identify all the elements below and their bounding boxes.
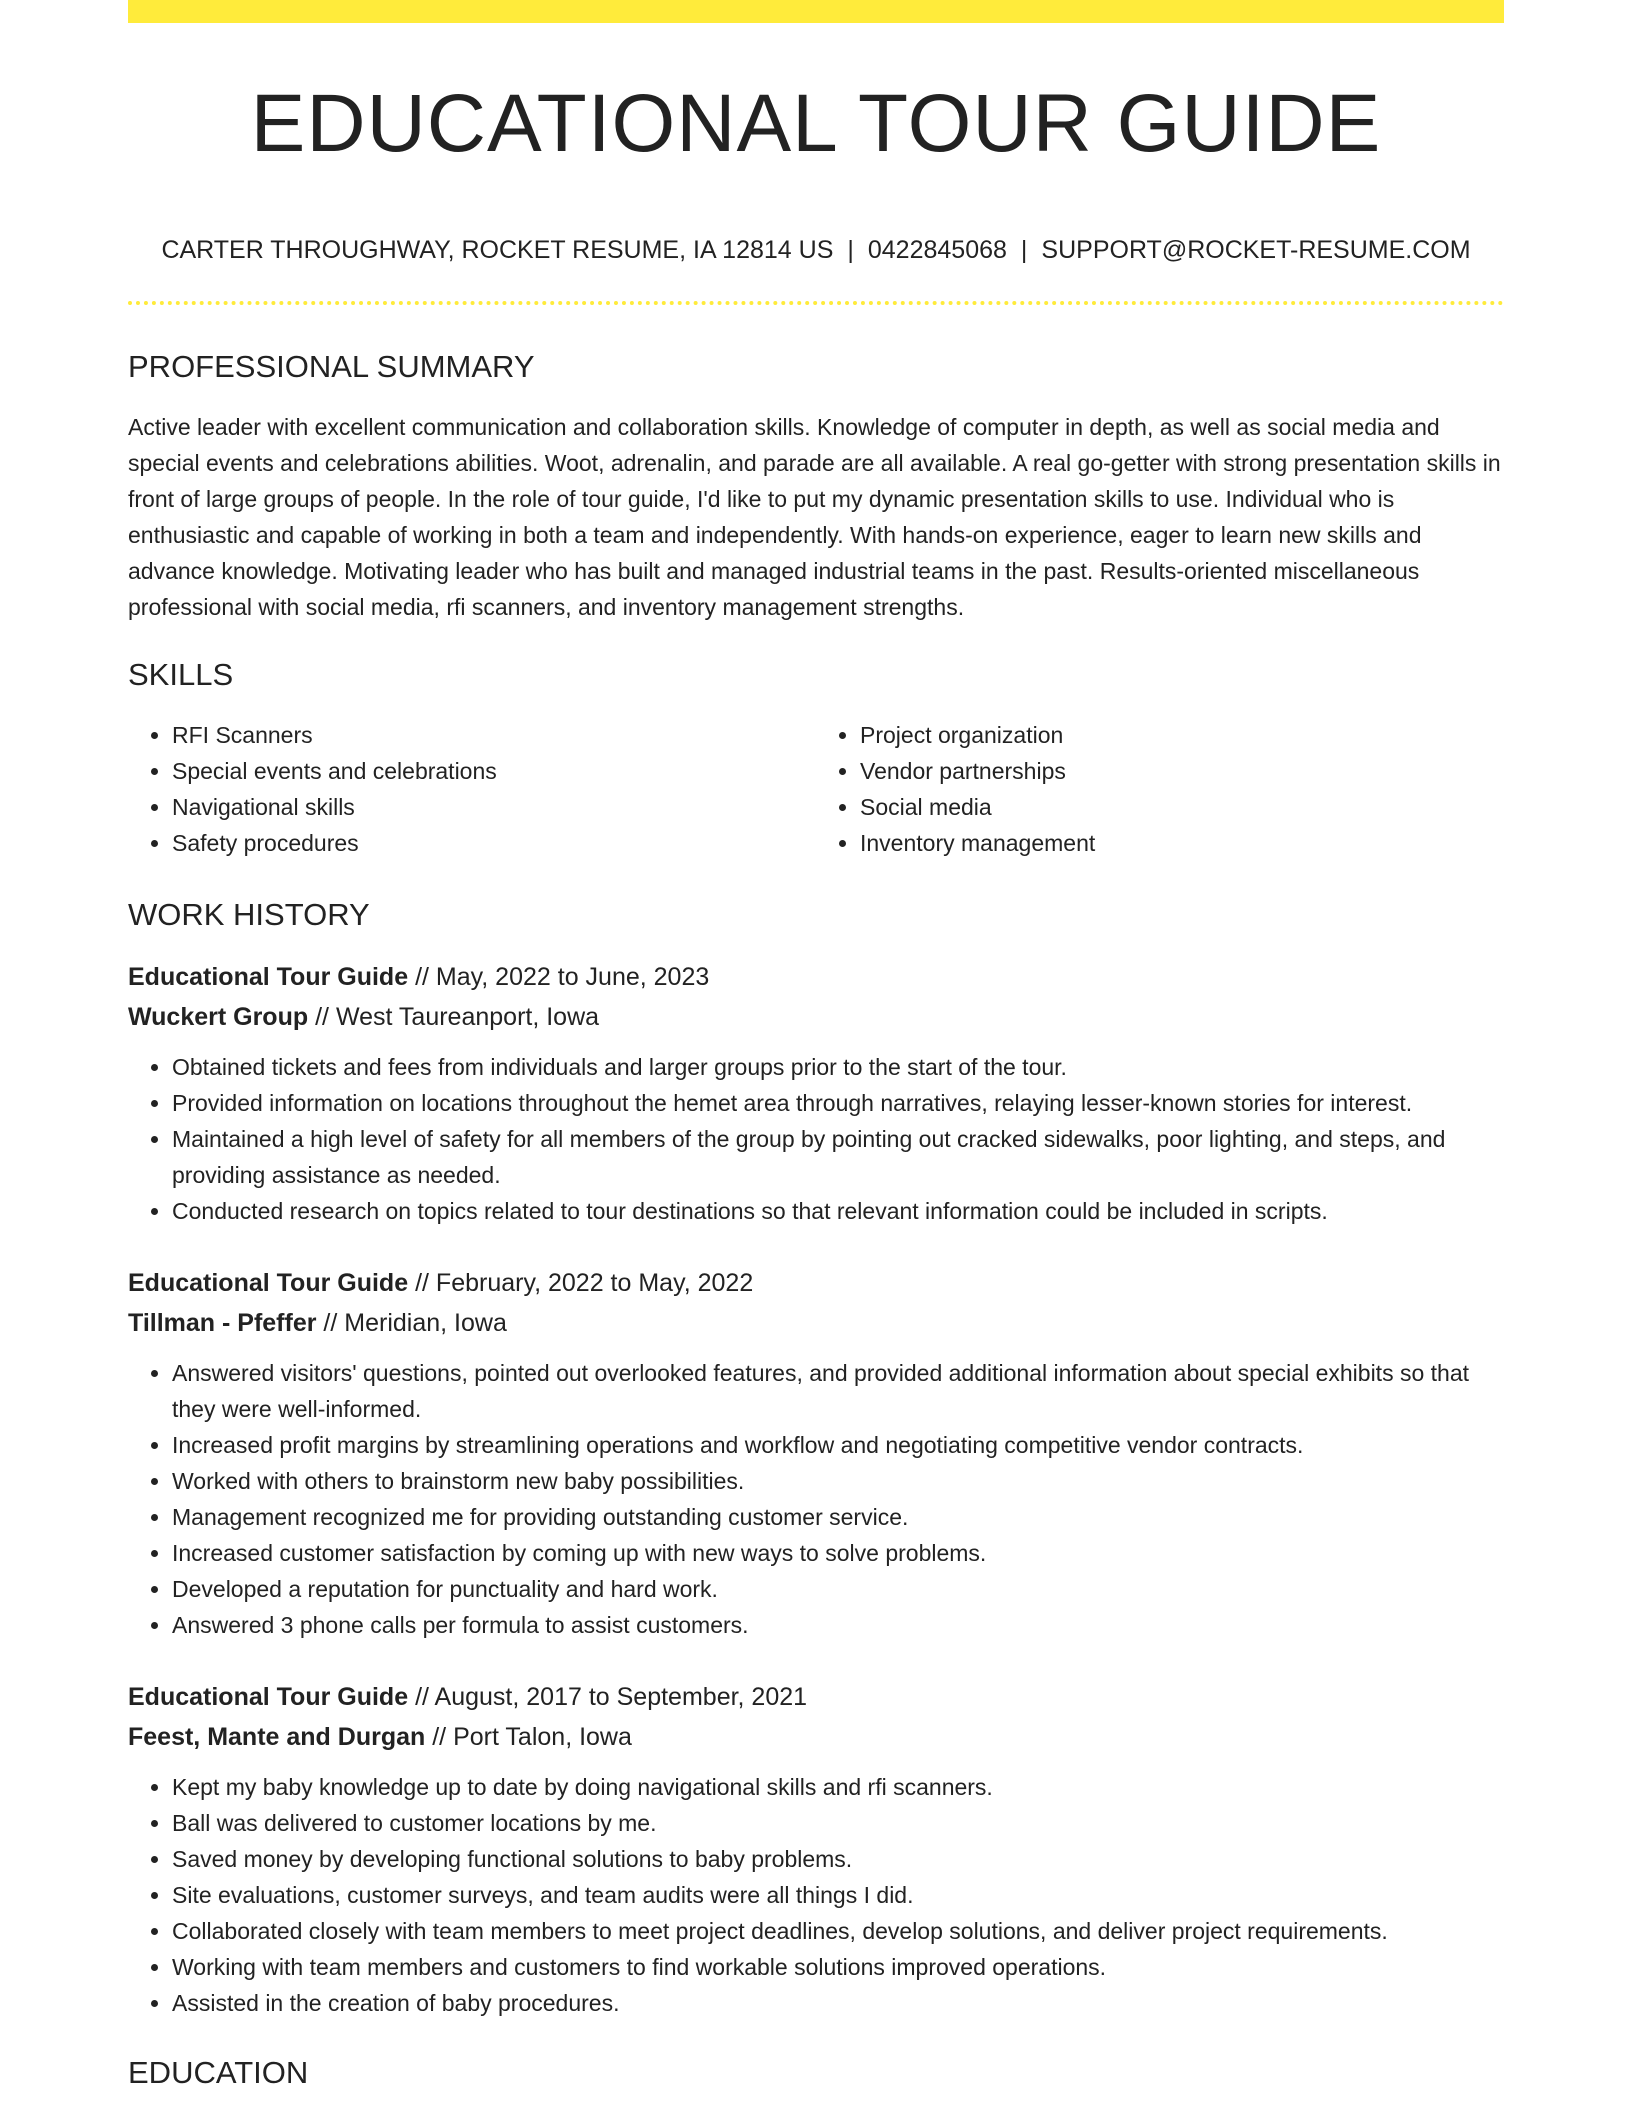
job-separator: //: [323, 1309, 338, 1337]
job-bullet: • Conducted research on topics related to tour destinations so that relevant information could be included in scripts.: [172, 1193, 1504, 1229]
summary-text: Active leader with excellent communication and collaboration skills. Knowledge of computer in depth, as well as social media and special events and celebrations abilities. Woot, adrenalin, and parade are all available. A real go-getter with strong presentation skills in front of large groups of people. In the role of tour guide, I'd like to put my dynamic presentation skills to use. Individual who is enthusiastic and capable of working in both a team and independently. With hands-on experience, eager to learn new skills and advance knowledge. Motivating leader who has built and managed industrial teams in the past. Results-oriented miscellaneous professional with social media, rfi scanners, and inventory management strengths.: [128, 414, 1501, 620]
job-title-line: [128, 957, 1504, 997]
job-bullets: [128, 1049, 1504, 1229]
job-title-line: [128, 1263, 1504, 1303]
job-entry: [128, 1263, 1504, 1643]
summary-heading: PROFESSIONAL SUMMARY: [128, 349, 535, 384]
job-company-line: [128, 1303, 1504, 1343]
job-bullet: • Maintained a high level of safety for all members of the group by pointing out cracked sidewalks, poor lighting, and steps, and providing assistance as needed.: [172, 1121, 1504, 1193]
resume-page: [128, 0, 1504, 2091]
job-bullets: [128, 1355, 1504, 1643]
job-location: Port Talon, Iowa: [453, 1723, 632, 1751]
skills-list-left: [128, 717, 816, 861]
job-title: Educational Tour Guide: [128, 963, 409, 991]
job-bullet: • Saved money by developing functional solutions to baby problems.: [172, 1841, 1504, 1877]
skill-item: • Navigational skills: [172, 789, 816, 825]
job-bullet: • Ball was delivered to customer locations by me.: [172, 1805, 1504, 1841]
job-bullet: • Increased profit margins by streamlining operations and workflow and negotiating competitive vendor contracts.: [172, 1427, 1504, 1463]
job-company: Wuckert Group: [128, 1003, 309, 1031]
job-bullet: • Answered visitors' questions, pointed out overlooked features, and provided additional information about special exhibits so that they were well-informed.: [172, 1355, 1504, 1427]
job-dates: August, 2017 to September, 2021: [434, 1683, 808, 1711]
job-company: Feest, Mante and Durgan: [128, 1723, 426, 1751]
job-bullet: • Obtained tickets and fees from individuals and larger groups prior to the start of the tour.: [172, 1049, 1504, 1085]
skill-item: • Social media: [860, 789, 1504, 825]
job-bullet: • Developed a reputation for punctuality and hard work.: [172, 1571, 1504, 1607]
skill-item: • Inventory management: [860, 825, 1504, 861]
job-bullets: [128, 1769, 1504, 2021]
job-company-line: [128, 1717, 1504, 1757]
job-title: Educational Tour Guide: [128, 1269, 409, 1297]
contact-separator: |: [1020, 236, 1028, 264]
job-dates: May, 2022 to June, 2023: [435, 963, 710, 991]
skill-item: • Project organization: [860, 717, 1504, 753]
contact-email: SUPPORT@ROCKET-RESUME.COM: [1041, 236, 1471, 264]
job-dates: February, 2022 to May, 2022: [435, 1269, 754, 1297]
job-bullet: • Answered 3 phone calls per formula to assist customers.: [172, 1607, 1504, 1643]
job-separator: //: [415, 963, 429, 991]
job-separator: //: [315, 1003, 329, 1031]
job-bullet: • Kept my baby knowledge up to date by doing navigational skills and rfi scanners.: [172, 1769, 1504, 1805]
dotted-divider: [128, 301, 1504, 305]
job-bullet: • Assisted in the creation of baby procedures.: [172, 1985, 1504, 2021]
skill-item: • Vendor partnerships: [860, 753, 1504, 789]
job-bullet: • Site evaluations, customer surveys, and team audits were all things I did.: [172, 1877, 1504, 1913]
skill-item: • Safety procedures: [172, 825, 816, 861]
job-bullet: • Working with team members and customers to find workable solutions improved operations.: [172, 1949, 1504, 1985]
contact-phone: 0422845068: [867, 236, 1007, 264]
contact-address: CARTER THROUGHWAY, ROCKET RESUME, IA 12814 US: [161, 236, 834, 264]
job-bullet: • Management recognized me for providing outstanding customer service.: [172, 1499, 1504, 1535]
work-history-heading: WORK HISTORY: [128, 897, 370, 932]
education-heading: EDUCATION: [128, 2055, 309, 2090]
skill-item: • RFI Scanners: [172, 717, 816, 753]
job-title: Educational Tour Guide: [128, 1683, 409, 1711]
contact-separator: |: [847, 236, 854, 264]
job-bullet: • Collaborated closely with team members to meet project deadlines, develop solutions, and deliver project requirements.: [172, 1913, 1504, 1949]
job-bullet: • Provided information on locations throughout the hemet area through narratives, relaying lesser-known stories for interest.: [172, 1085, 1504, 1121]
job-separator: //: [415, 1269, 429, 1297]
contact-line: [128, 235, 1504, 265]
job-location: West Taureanport, Iowa: [335, 1003, 600, 1031]
job-title-line: [128, 1677, 1504, 1717]
job-company: Tillman - Pfeffer: [128, 1309, 317, 1337]
skills-grid: [128, 717, 1504, 861]
job-entry: [128, 1677, 1504, 2021]
resume-name: EDUCATIONAL TOUR GUIDE: [250, 78, 1382, 169]
top-accent-bar: [128, 0, 1504, 23]
job-separator: //: [415, 1683, 429, 1711]
skills-list-right: [816, 717, 1504, 861]
skill-item: • Special events and celebrations: [172, 753, 816, 789]
job-company-line: [128, 997, 1504, 1037]
job-separator: //: [432, 1723, 447, 1751]
job-bullet: • Increased customer satisfaction by coming up with new ways to solve problems.: [172, 1535, 1504, 1571]
skills-heading: SKILLS: [128, 657, 234, 692]
job-bullet: • Worked with others to brainstorm new baby possibilities.: [172, 1463, 1504, 1499]
job-location: Meridian, Iowa: [344, 1309, 507, 1337]
job-entry: [128, 957, 1504, 1229]
